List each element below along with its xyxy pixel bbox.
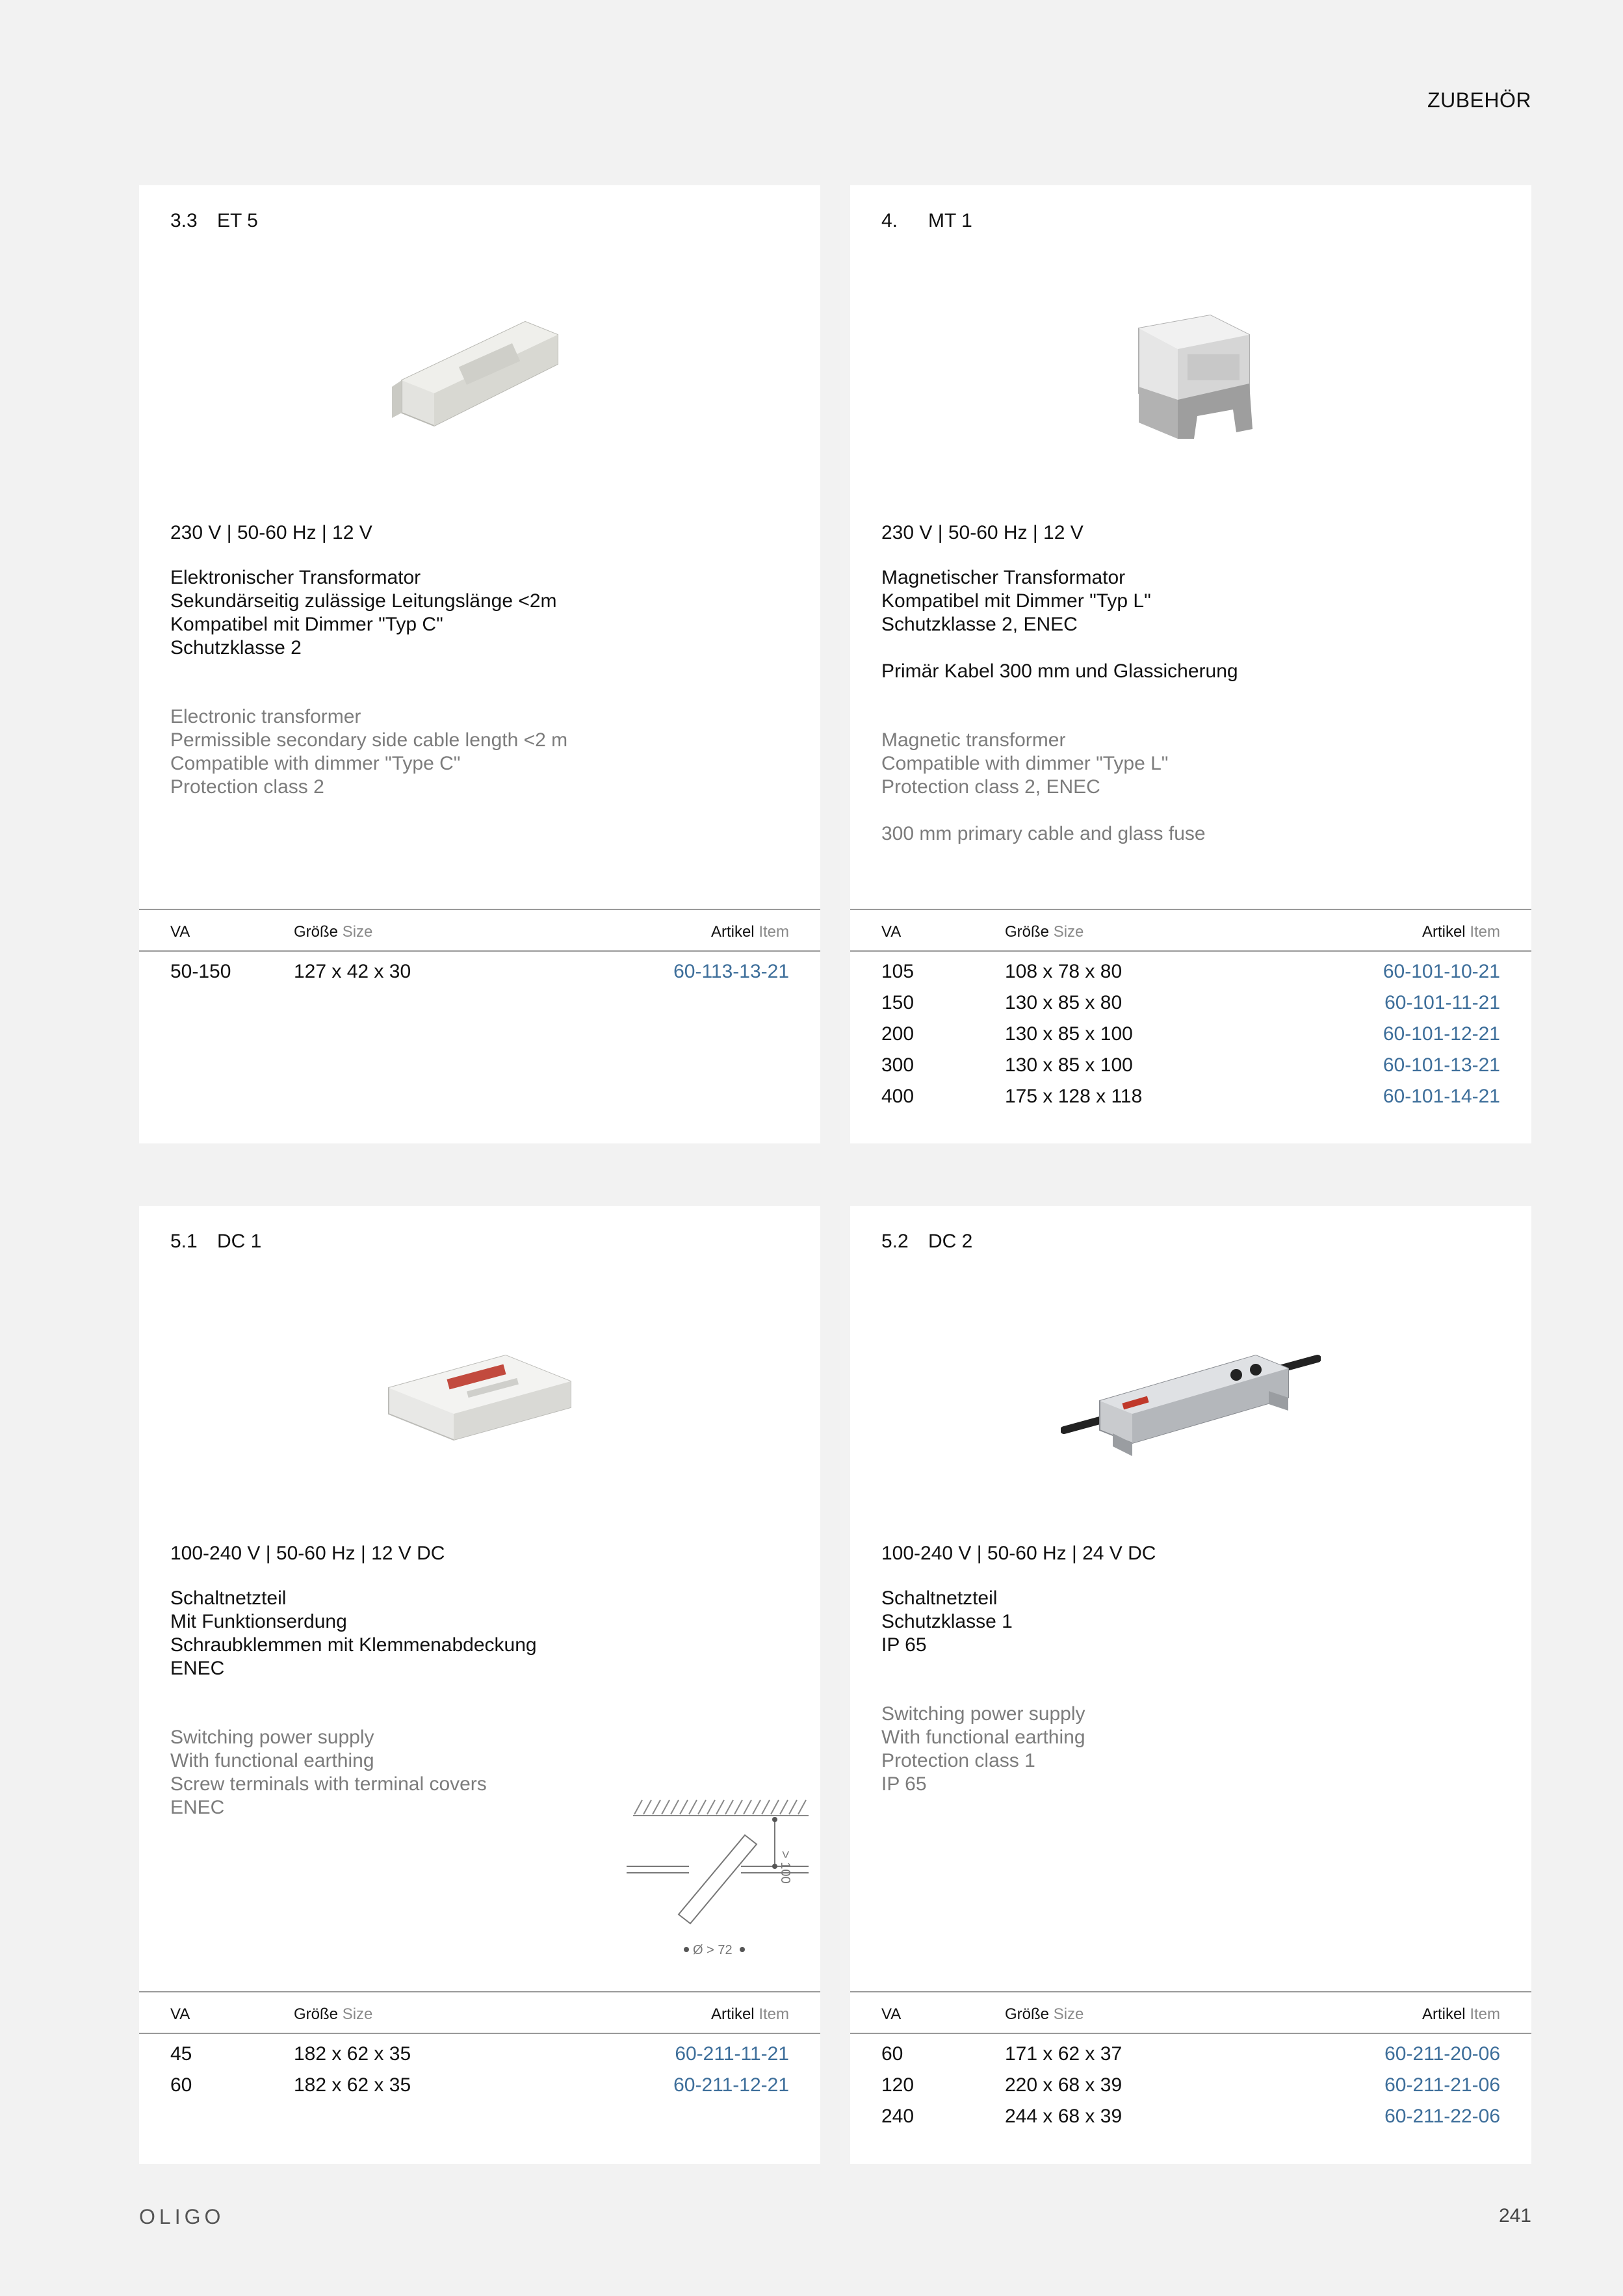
table-row [850, 2099, 1531, 2130]
product-card-dc1 [139, 1206, 820, 2164]
header-size [1005, 2005, 1084, 2024]
product-card-et5 [139, 185, 820, 1143]
header-size-de: Größe [1005, 2005, 1050, 2023]
desc-line: ENEC [170, 1797, 225, 1818]
cell-size: 127 x 42 x 30 [294, 961, 411, 982]
cell-item-link[interactable]: 60-101-11-21 [1384, 992, 1500, 1013]
desc-en [881, 1702, 1085, 1796]
desc-line: Sekundärseitig zulässige Leitungslänge <2m [170, 590, 557, 612]
product-card-mt1 [850, 185, 1531, 1143]
header-item-de: Artikel [1422, 923, 1466, 941]
header-size-de: Größe [294, 923, 339, 941]
desc-line: Switching power supply [170, 1727, 374, 1748]
header-size-en: Size [1053, 923, 1084, 941]
desc-line: Kompatibel mit Dimmer "Typ C" [170, 614, 443, 635]
desc-line: Protection class 2 [170, 776, 324, 798]
product-photo-dc2 [1061, 1329, 1321, 1466]
header-va: VA [170, 2005, 190, 2023]
header-size-de: Größe [294, 2005, 339, 2023]
desc-line: Schutzklasse 2 [170, 637, 302, 659]
cell-item-link[interactable]: 60-101-13-21 [1383, 1054, 1500, 1076]
cell-size: 130 x 85 x 100 [1005, 1054, 1133, 1076]
diagram-height-label: > 100 [778, 1851, 792, 1884]
header-item-en: Item [1470, 923, 1500, 941]
header-item-de: Artikel [710, 923, 755, 941]
cell-va: 120 [881, 2074, 915, 2096]
cell-size: 182 x 62 x 35 [294, 2043, 411, 2065]
desc-line: Primär Kabel 300 mm und Glassicherung [881, 660, 1238, 682]
table-row [850, 954, 1531, 985]
table-row [850, 1079, 1531, 1110]
table-header [850, 1991, 1531, 2034]
desc-de [170, 566, 557, 660]
header-va: VA [881, 2005, 902, 2023]
cell-item-link[interactable]: 60-211-22-06 [1384, 2106, 1500, 2127]
cell-size: 182 x 62 x 35 [294, 2074, 411, 2096]
cell-item-link[interactable]: 60-101-10-21 [1383, 961, 1500, 982]
table-header [139, 1991, 820, 2034]
product-photo-et5 [382, 309, 577, 445]
desc-line: Screw terminals with terminal covers [170, 1773, 487, 1795]
table-row [850, 1017, 1531, 1048]
desc-line: With functional earthing [881, 1727, 1085, 1748]
header-va: VA [881, 923, 902, 941]
product-number: 3.3 [170, 210, 198, 231]
desc-line: 300 mm primary cable and glass fuse [881, 823, 1206, 844]
cell-va: 60 [170, 2074, 192, 2096]
header-item-de: Artikel [710, 2005, 755, 2023]
page-number: 241 [1498, 2205, 1531, 2226]
header-size-en: Size [342, 923, 373, 941]
spec-table [850, 1991, 1531, 2130]
desc-line: Permissible secondary side cable length <2 m [170, 729, 568, 751]
header-item-en: Item [759, 2005, 789, 2023]
cell-item-link[interactable]: 60-211-21-06 [1384, 2074, 1500, 2096]
header-size-en: Size [1053, 2005, 1084, 2023]
cell-va: 150 [881, 992, 915, 1013]
cell-size: 175 x 128 x 118 [1005, 1086, 1143, 1107]
header-size [294, 2005, 372, 2024]
header-item-de: Artikel [1422, 2005, 1466, 2023]
cell-item-link[interactable]: 60-101-14-21 [1383, 1086, 1500, 1107]
cell-va: 105 [881, 961, 915, 982]
product-number: 5.1 [170, 1231, 198, 1252]
product-specs: 100-240 V | 50-60 Hz | 24 V DC [881, 1543, 1156, 1564]
desc-en [170, 1726, 487, 1820]
product-specs: 100-240 V | 50-60 Hz | 12 V DC [170, 1543, 445, 1564]
cell-item-link[interactable]: 60-211-12-21 [673, 2074, 789, 2096]
header-size-en: Size [342, 2005, 373, 2023]
cell-item-link[interactable]: 60-211-20-06 [1384, 2043, 1500, 2065]
cell-size: 220 x 68 x 39 [1005, 2074, 1123, 2096]
table-row [139, 2068, 820, 2099]
cell-size: 130 x 85 x 80 [1005, 992, 1123, 1013]
header-item-en: Item [1470, 2005, 1500, 2023]
cell-item-link[interactable]: 60-211-11-21 [675, 2043, 789, 2065]
header-item [1422, 923, 1500, 941]
desc-line: Elektronischer Transformator [170, 567, 421, 588]
cell-size: 171 x 62 x 37 [1005, 2043, 1123, 2065]
cell-va: 240 [881, 2106, 915, 2127]
header-item-en: Item [759, 923, 789, 941]
table-header [139, 909, 820, 952]
cell-va: 45 [170, 2043, 192, 2065]
cell-va: 50-150 [170, 961, 231, 982]
product-specs: 230 V | 50-60 Hz | 12 V [170, 522, 372, 543]
header-item [711, 2005, 789, 2024]
desc-line: Schraubklemmen mit Klemmenabdeckung [170, 1634, 537, 1656]
desc-line: Magnetic transformer [881, 729, 1066, 751]
spec-table [139, 909, 820, 985]
table-row [139, 954, 820, 985]
header-item [711, 923, 789, 941]
cell-size: 108 x 78 x 80 [1005, 961, 1123, 982]
installation-diagram [627, 1791, 815, 1973]
product-number: 4. [881, 210, 898, 231]
product-specs: 230 V | 50-60 Hz | 12 V [881, 522, 1084, 543]
desc-line: ENEC [170, 1658, 225, 1679]
desc-line: Compatible with dimmer "Type C" [170, 753, 461, 774]
table-row [139, 2037, 820, 2068]
spec-table [139, 1991, 820, 2099]
desc-line: Mit Funktionserdung [170, 1611, 347, 1632]
desc-line: Schutzklasse 1 [881, 1611, 1013, 1632]
desc-line: Magnetischer Transformator [881, 567, 1126, 588]
desc-de [170, 1587, 537, 1680]
desc-line: IP 65 [881, 1634, 927, 1656]
desc-line: Schutzklasse 2, ENEC [881, 614, 1078, 635]
product-photo-dc1 [376, 1336, 584, 1453]
table-row [850, 2037, 1531, 2068]
desc-line: IP 65 [881, 1773, 927, 1795]
desc-line: Protection class 1 [881, 1750, 1035, 1771]
desc-line: Switching power supply [881, 1703, 1085, 1725]
table-row [850, 985, 1531, 1017]
cell-item-link[interactable]: 60-101-12-21 [1383, 1023, 1500, 1045]
cell-va: 200 [881, 1023, 915, 1045]
desc-line: Compatible with dimmer "Type L" [881, 753, 1169, 774]
product-name: DC 2 [928, 1231, 973, 1252]
cell-item-link[interactable]: 60-113-13-21 [673, 961, 789, 982]
desc-de [881, 1587, 1013, 1657]
table-row [850, 2068, 1531, 2099]
desc-line: Schaltnetzteil [881, 1587, 998, 1609]
desc-line: With functional earthing [170, 1750, 374, 1771]
cell-va: 300 [881, 1054, 915, 1076]
cell-size: 244 x 68 x 39 [1005, 2106, 1123, 2127]
header-size-de: Größe [1005, 923, 1050, 941]
header-va: VA [170, 923, 190, 941]
header-size [294, 923, 372, 941]
spec-table [850, 909, 1531, 1110]
header-size [1005, 923, 1084, 941]
desc-en [881, 729, 1206, 846]
cell-va: 60 [881, 2043, 903, 2065]
desc-line: Protection class 2, ENEC [881, 776, 1100, 798]
desc-line: Electronic transformer [170, 706, 361, 727]
desc-line: Kompatibel mit Dimmer "Typ L" [881, 590, 1151, 612]
brand-logo: OLIGO [139, 2205, 225, 2228]
product-card-dc2 [850, 1206, 1531, 2164]
cell-size: 130 x 85 x 100 [1005, 1023, 1133, 1045]
desc-line [881, 636, 1238, 660]
product-photo-mt1 [1113, 302, 1269, 452]
header-item [1422, 2005, 1500, 2024]
section-title: ZUBEHÖR [1427, 88, 1531, 112]
table-row [850, 1048, 1531, 1079]
product-name: DC 1 [217, 1231, 262, 1252]
table-header [850, 909, 1531, 952]
diagram-diameter-label: Ø > 72 [693, 1943, 733, 1957]
desc-de [881, 566, 1238, 683]
desc-line: Schaltnetzteil [170, 1587, 287, 1609]
desc-line [881, 799, 1206, 822]
product-number: 5.2 [881, 1231, 909, 1252]
cell-va: 400 [881, 1086, 915, 1107]
desc-en [170, 705, 567, 799]
product-name: ET 5 [217, 210, 258, 231]
product-name: MT 1 [928, 210, 972, 231]
